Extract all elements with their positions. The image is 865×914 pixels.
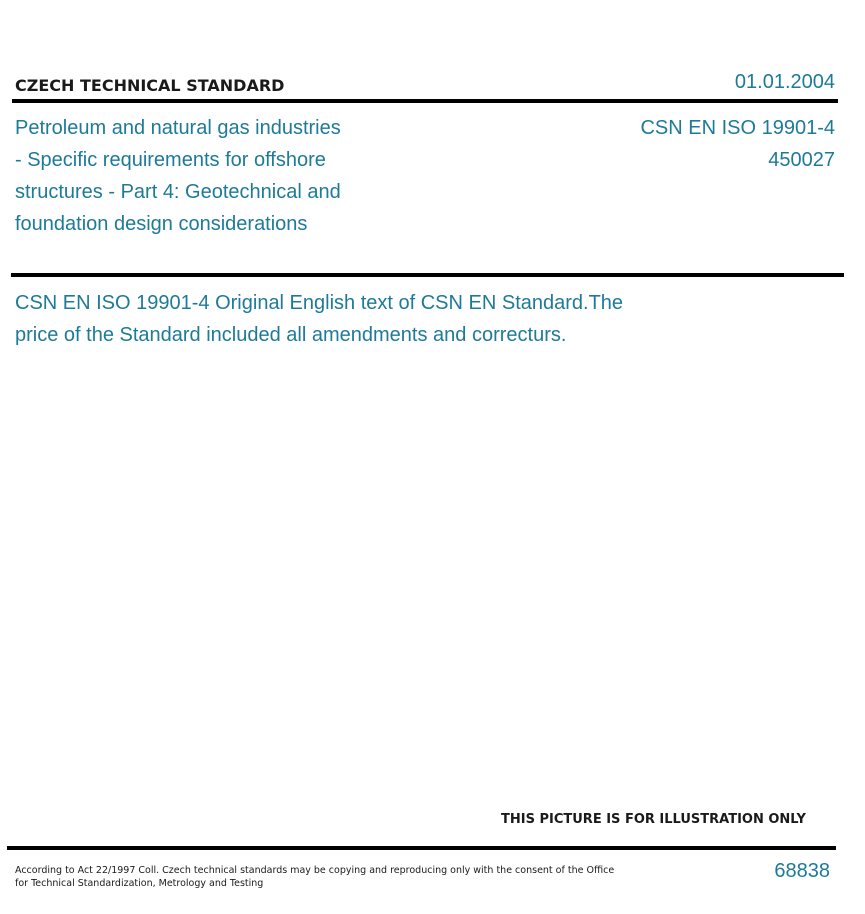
title-line: - Specific requirements for offshore [15, 149, 326, 171]
description-line: price of the Standard included all amendments and correcturs. [15, 324, 567, 346]
publication-date: 01.01.2004 [734, 71, 835, 93]
legal-line: According to Act 22/1997 Coll. Czech technical standards may be copying and reproducing only with the consent of the Office [15, 865, 615, 876]
standard-code: CSN EN ISO 19901-4 [640, 117, 835, 139]
product-number: 68838 [774, 860, 830, 882]
standard-title [15, 112, 385, 240]
legal-line: for Technical Standardization, Metrology and Testing [15, 878, 264, 889]
illustration-disclaimer: THIS PICTURE IS FOR ILLUSTRATION ONLY [501, 812, 806, 827]
standard-description [15, 287, 705, 351]
header-divider [12, 99, 838, 103]
class-number: 450027 [768, 149, 835, 171]
section-divider [11, 273, 844, 277]
standard-type-label: CZECH TECHNICAL STANDARD [15, 76, 285, 95]
standard-identifiers [640, 112, 835, 176]
description-line: CSN EN ISO 19901-4 Original English text of CSN EN Standard.The [15, 292, 624, 314]
title-line: foundation design considerations [15, 213, 308, 235]
title-line: Petroleum and natural gas industries [15, 117, 341, 139]
legal-notice [15, 864, 615, 890]
title-line: structures - Part 4: Geotechnical and [15, 181, 341, 203]
footer-divider [7, 846, 836, 850]
